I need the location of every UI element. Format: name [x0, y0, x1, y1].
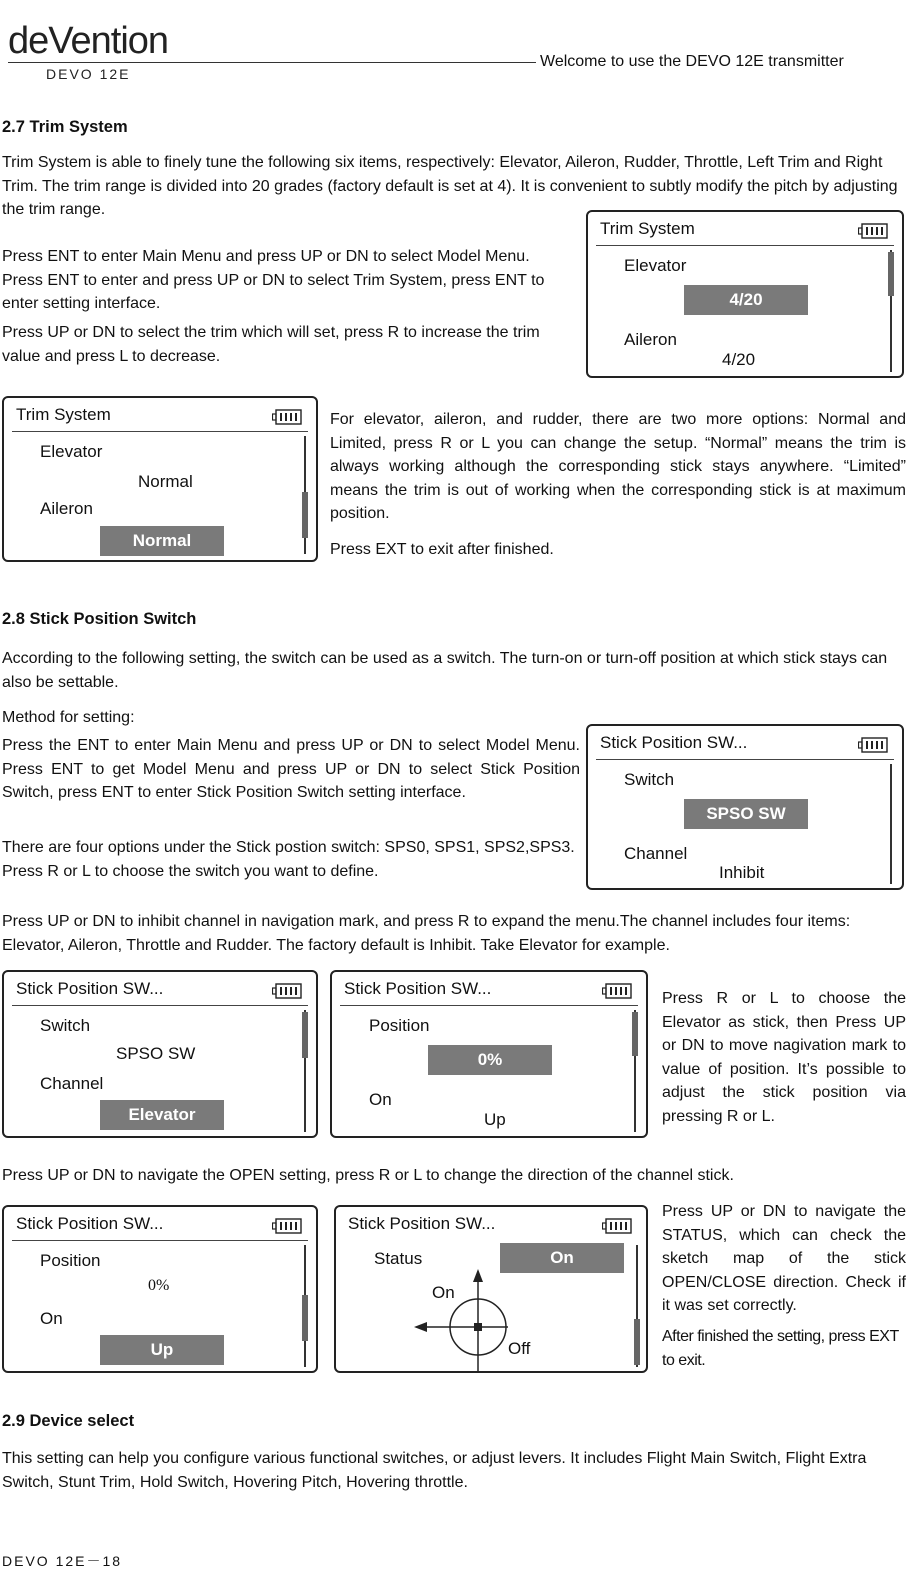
diagram-label-on: On: [432, 1283, 455, 1302]
paragraph: Press UP or DN to select the trim which will set, press R to increase the trim value and press L to decrease.: [2, 324, 540, 365]
lcd-label: Switch: [624, 770, 675, 789]
diagram-label-off: Off: [508, 1339, 531, 1358]
lcd-title: Stick Position SW...: [348, 1214, 496, 1233]
header-rule: [8, 62, 536, 63]
lcd-title: Trim System: [16, 405, 111, 424]
lcd-title: Stick Position SW...: [600, 733, 748, 752]
lcd-screen-sps-2: [2, 970, 318, 1138]
battery-icon: [858, 737, 888, 753]
lcd-label: Aileron: [40, 499, 93, 518]
lcd-screen-sps-4: [2, 1205, 318, 1373]
divider: [596, 759, 894, 760]
section-title-device: 2.9 Device select: [2, 1412, 135, 1430]
lcd-label: On: [40, 1309, 63, 1328]
lcd-label: Elevator: [40, 442, 103, 461]
lcd-label: Position: [40, 1251, 101, 1270]
lcd-screen-sps-1: [586, 724, 904, 890]
battery-icon: [858, 223, 888, 239]
paragraph: Press UP or DN to navigate the OPEN setting, press R or L to change the direction of the channel stick.: [2, 1167, 734, 1184]
lcd-label: Channel: [624, 844, 688, 863]
divider: [340, 1005, 638, 1006]
paragraph: Press EXT to exit after finished.: [330, 541, 554, 558]
battery-icon: [602, 983, 632, 999]
scrollbar-thumb: [302, 1295, 308, 1341]
lcd-screen-trim-1: [586, 210, 904, 378]
divider: [12, 1005, 308, 1006]
lcd-selected-value: 0%: [428, 1045, 552, 1075]
lcd-selected-value: SPSO SW: [684, 799, 808, 829]
paragraph: Press UP or DN to inhibit channel in navigation mark, and press R to expand the menu.The channel includes four items: Elevator, Aileron, Throttle and Rudder. The factory default is Inhibit. Take Elevator for example.: [2, 913, 851, 954]
lcd-label: Status: [374, 1249, 423, 1268]
lcd-label: Position: [369, 1016, 430, 1035]
lcd-label: Aileron: [624, 330, 677, 349]
lcd-screen-trim-2: [2, 396, 318, 562]
lcd-selected-value: On: [500, 1243, 624, 1273]
scrollbar-thumb: [302, 492, 308, 538]
paragraph: Press R or L to choose the Elevator as stick, then Press UP or DN to move nagivation mark to value of position. It’s possible to adjust the stick position via pressing R or L.: [662, 990, 906, 1125]
brand-logo: deVention: [8, 20, 169, 62]
battery-icon: [602, 1218, 632, 1234]
paragraph: Press UP or DN to navigate the STATUS, which can check the sketch map of the stick OPEN/CLOSE direction. Check if it was set correctly.: [662, 1203, 906, 1314]
divider: [12, 1240, 308, 1241]
lcd-title: Trim System: [600, 219, 695, 238]
divider: [596, 245, 894, 246]
battery-icon: [272, 409, 302, 425]
paragraph: Press the ENT to enter Main Menu and press UP or DN to select Model Menu. Press ENT to get Model Menu and press UP or DN to select Stick Position Switch, press ENT to enter Stick Position Switch setting interface.: [2, 737, 580, 801]
battery-icon: [272, 1218, 302, 1234]
lcd-value: SPSO SW: [116, 1044, 196, 1063]
lcd-label: Switch: [40, 1016, 91, 1035]
paragraph: Trim System is able to finely tune the following six items, respectively: Elevator, Aileron, Rudder, Throttle, Left Trim and Right Trim. The trim range is divided into 20 grades (factory default is set at 4). It is convenient to subtly modify the pitch by adjusting the trim range.: [2, 154, 898, 218]
lcd-value: Normal: [138, 472, 193, 491]
lcd-label: Channel: [40, 1074, 104, 1093]
paragraph: According to the following setting, the switch can be used as a switch. The turn-on or turn-off position at which stick stays can also be settable.: [2, 650, 888, 691]
lcd-selected-value: 4/20: [684, 285, 808, 315]
scrollbar: [890, 764, 892, 884]
lcd-screen-sps-3: [330, 970, 648, 1138]
lcd-selected-value: Up: [100, 1335, 224, 1365]
paragraph: Press ENT to enter Main Menu and press UP or DN to select Model Menu. Press ENT to enter and press UP or DN to select Trim System, press ENT to enter setting interface.: [2, 248, 545, 312]
stick-direction-diagram: [412, 1267, 512, 1375]
lcd-selected-value: Elevator: [100, 1100, 224, 1130]
paragraph: After finished the setting, press EXT to exit.: [662, 1328, 899, 1369]
scrollbar-thumb: [302, 1012, 308, 1058]
scrollbar-thumb: [632, 1012, 638, 1056]
scrollbar-thumb: [888, 252, 894, 296]
paragraph: This setting can help you configure various functional switches, or adjust levers. It includes Flight Main Switch, Flight Extra Switch, Stunt Trim, Hold Switch, Hovering Pitch, Hovering throttle.: [2, 1450, 867, 1491]
lcd-value: 0%: [148, 1277, 170, 1294]
scrollbar-thumb: [634, 1319, 640, 1365]
lcd-label: On: [369, 1090, 392, 1109]
battery-icon: [272, 983, 302, 999]
paragraph: Method for setting:: [2, 709, 135, 726]
header-welcome: Welcome to use the DEVO 12E transmitter: [540, 53, 844, 70]
lcd-title: Stick Position SW...: [344, 979, 492, 998]
lcd-title: Stick Position SW...: [16, 979, 164, 998]
section-title-trim: 2.7 Trim System: [2, 118, 128, 136]
paragraph: For elevator, aileron, and rudder, there are two more options: Normal and Limited, press R or L you can change the setup. “Normal” means the trim is always working although the corresponding stick stays anywhere. “Limited” means the trim is out of working when the corresponding stick is at maximum position.: [330, 411, 906, 522]
page-footer: DEVO 12E－18: [2, 1553, 123, 1569]
lcd-title: Stick Position SW...: [16, 1214, 164, 1233]
lcd-value: 4/20: [722, 350, 756, 369]
paragraph: There are four options under the Stick postion switch: SPS0, SPS1, SPS2,SPS3. Press R or L to choose the switch you want to define.: [2, 839, 575, 880]
brand-model: DEVO 12E: [46, 66, 131, 82]
lcd-label: Elevator: [624, 256, 687, 275]
divider: [12, 431, 308, 432]
section-title-stick: 2.8 Stick Position Switch: [2, 610, 197, 628]
lcd-value: Up: [484, 1110, 506, 1129]
lcd-selected-value: Normal: [100, 526, 224, 556]
lcd-value: Inhibit: [719, 863, 765, 882]
lcd-screen-sps-status: [334, 1205, 648, 1373]
